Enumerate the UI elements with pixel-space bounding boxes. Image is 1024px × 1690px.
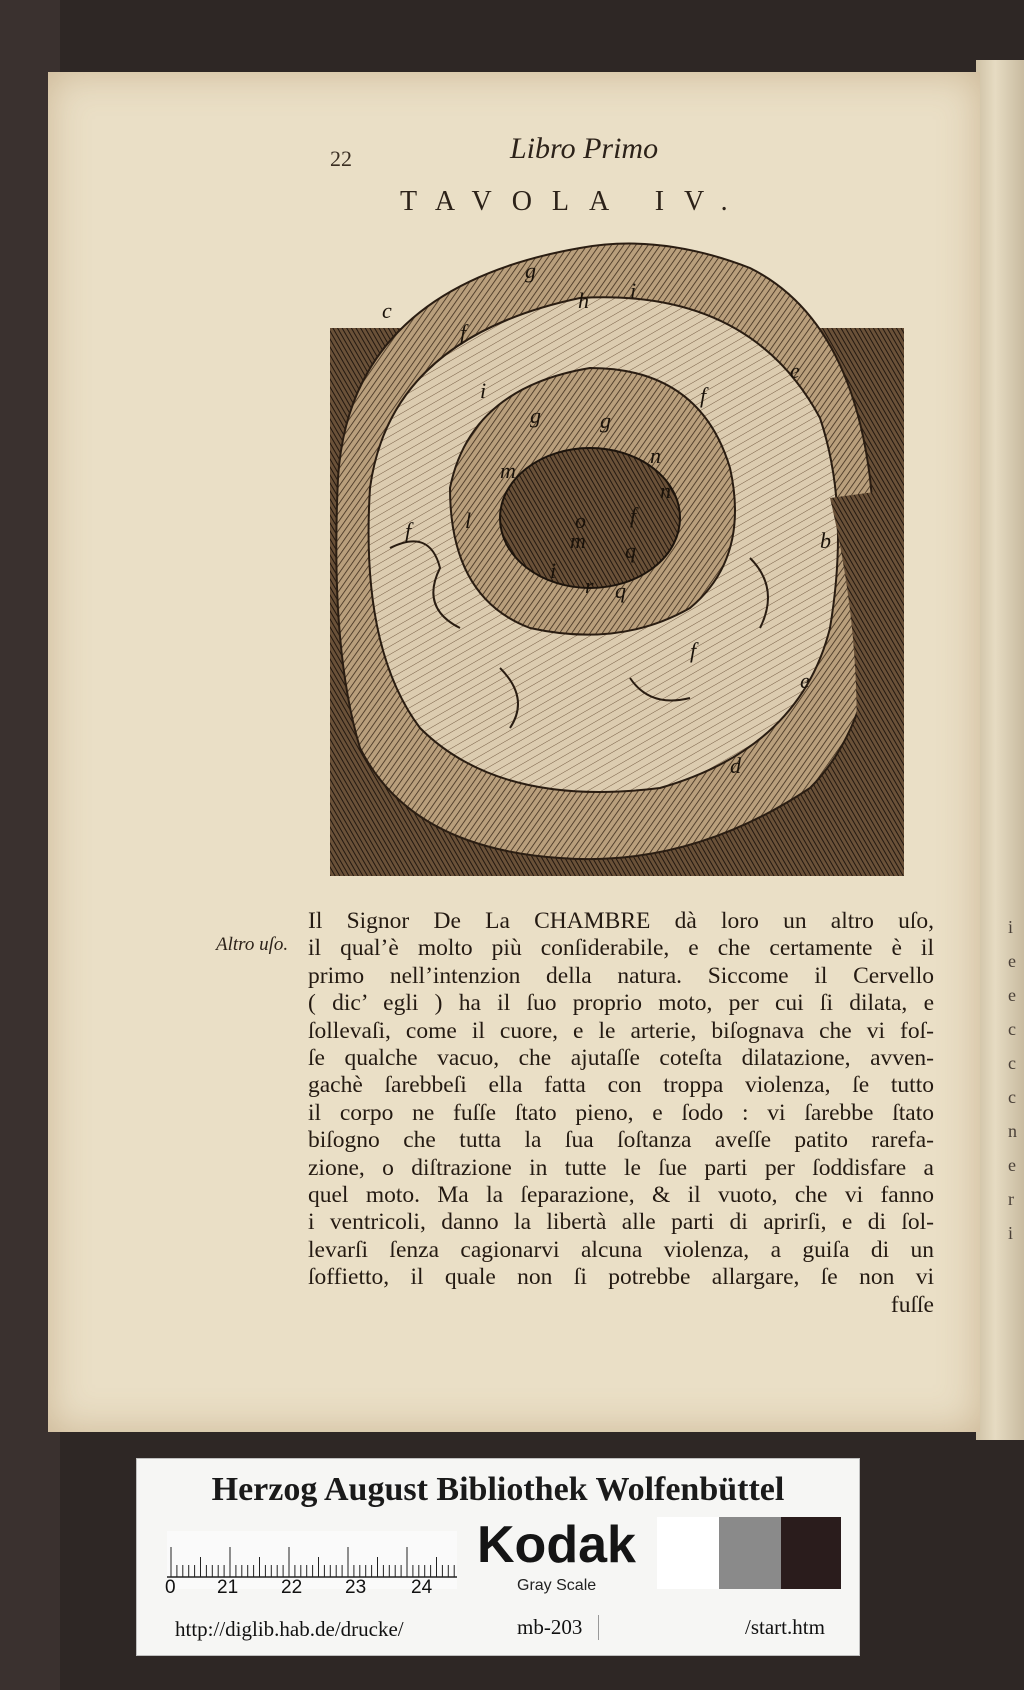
illustration-label: h	[578, 288, 589, 313]
illustration-label: o	[575, 508, 586, 533]
margin-note: Altro uſo.	[216, 934, 289, 955]
illustration-label: q	[625, 538, 636, 563]
illustration-label: f	[700, 383, 707, 408]
text-line: gachè ſarebbeſi ella fatta con troppa violenza, ſe tutto	[308, 1072, 934, 1099]
edge-letter: i	[1008, 1223, 1014, 1243]
text-line: levarſi ſenza cagionarvi alcuna violenza, a guiſa di un	[308, 1236, 934, 1263]
text-line: il qual’è molto più conſiderabile, e che certamente è il	[308, 935, 934, 962]
illustration-label: g	[525, 258, 536, 283]
text-line: fuſſe	[890, 1291, 934, 1318]
edge-letter: e	[1008, 1155, 1016, 1175]
illustration-label: f	[690, 638, 697, 663]
gray-swatch-white	[657, 1517, 719, 1589]
text-line: il corpo ne fuſſe ſtato pieno, e ſodo : vi ſarebbe ſtato	[308, 1099, 934, 1126]
text-line: quel moto. Ma la ſeparazione, & il vuoto, che vi fanno	[308, 1182, 934, 1209]
ruler-number: 0	[165, 1577, 176, 1598]
running-head: Libro Primo	[510, 132, 659, 165]
text-line: ſoffietto, il quale non ſi potrebbe allargare, ſe non vi	[308, 1264, 934, 1291]
illustration-label: i	[630, 278, 637, 303]
illustration-label: g	[530, 403, 541, 428]
illustration-label: f	[405, 518, 412, 543]
text-line: ſe qualche vacuo, che ajutaſſe coteſta dilatazione, avven-	[308, 1045, 934, 1072]
text-line: ſollevaſi, come il cuore, e le arterie, biſognava che vi foſ-	[308, 1017, 934, 1044]
gray-swatch-dark	[781, 1517, 841, 1589]
illustration-label: n	[650, 443, 661, 468]
illustration-label: b	[820, 528, 831, 553]
url-left: http://diglib.hab.de/drucke/	[175, 1617, 404, 1641]
text-line: Il Signor De La CHAMBRE dà loro un altro uſo,	[308, 908, 934, 934]
ruler-number: 21	[217, 1577, 239, 1598]
central-body	[500, 448, 680, 588]
illustration-label: i	[480, 378, 487, 403]
ruler-numbers	[165, 1577, 465, 1601]
edge-letter: c	[1008, 1053, 1016, 1073]
edge-letter: e	[1008, 951, 1016, 971]
illustration-label: f	[460, 320, 467, 345]
edge-letter: n	[1008, 1121, 1017, 1141]
illustration-label: g	[600, 408, 611, 433]
text-line: ( dic’ egli ) ha il ſuo proprio moto, per cui ſi dilata, e	[308, 990, 934, 1017]
illustration-label: m	[570, 528, 586, 553]
edge-letter: i	[1008, 917, 1014, 937]
ruler-number: 22	[281, 1577, 303, 1598]
illustration-label: e	[790, 358, 800, 383]
gray-swatch-mid	[719, 1517, 781, 1589]
illustration-label: e	[800, 668, 810, 693]
text-line: biſogno che tutta la ſua ſoſtanza aveſſe patito rarefa-	[308, 1127, 934, 1154]
page-number: 22	[330, 146, 352, 171]
edge-letter: r	[1008, 1189, 1014, 1209]
kodak-logo: Kodak	[477, 1516, 636, 1574]
illustration-label: d	[730, 753, 741, 778]
scan-target-card	[136, 1458, 860, 1656]
text-line: primo nell’intenzion della natura. Siccome il Cervello	[308, 962, 934, 989]
illustration-label: r	[585, 573, 594, 598]
edge-letter: c	[1008, 1087, 1016, 1107]
edge-letter: e	[1008, 985, 1016, 1005]
facing-page-letters	[1008, 910, 1024, 1250]
url-right: /start.htm	[745, 1615, 825, 1639]
url-mid: mb-203	[517, 1615, 599, 1640]
illustration-label: c	[382, 298, 392, 323]
brain-engraving-illustration	[330, 228, 904, 876]
text-line: i ventricoli, danno la libertà alle parti di aprirſi, e di ſol-	[308, 1209, 934, 1236]
illustration-label: n	[660, 478, 671, 503]
illustration-label: i	[550, 558, 557, 583]
library-name: Herzog August Bibliothek Wolfenbüttel	[211, 1471, 785, 1508]
text-line: zione, o diſtrazione in tutte le ſue parti per ſoddisfare a	[308, 1154, 934, 1181]
body-text	[308, 908, 934, 1319]
edge-letter: c	[1008, 1019, 1016, 1039]
gray-scale-label: Gray Scale	[517, 1577, 597, 1594]
ruler-number: 24	[411, 1577, 433, 1598]
plate-title: TAVOLA IV.	[400, 186, 748, 217]
illustration-label: l	[465, 508, 472, 533]
illustration-label: q	[615, 578, 626, 603]
illustration-label: f	[630, 503, 637, 528]
illustration-label: m	[500, 458, 516, 483]
ruler-number: 23	[345, 1577, 367, 1598]
